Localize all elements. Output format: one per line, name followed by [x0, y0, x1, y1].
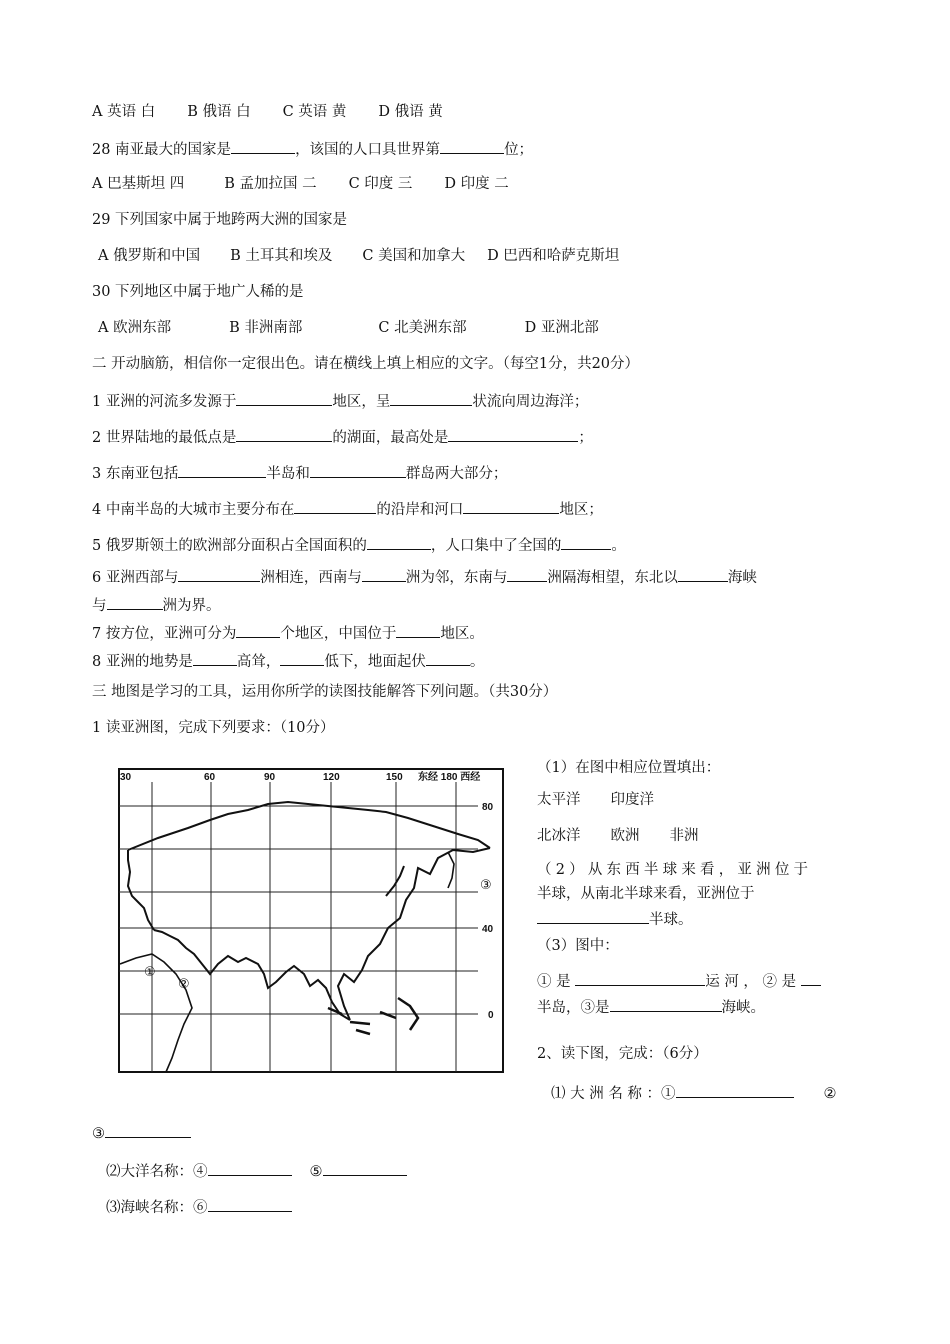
q29-option-c: C 美国和加拿大: [362, 248, 466, 264]
blank[interactable]: [280, 650, 324, 666]
blank[interactable]: [367, 534, 431, 550]
lon-label-60: 60: [204, 772, 216, 783]
label-arctic: 北冰洋: [537, 828, 581, 844]
fill-text: 海峡: [727, 570, 757, 586]
q30-question: 30 下列地区中属于地广人稀的是: [92, 284, 304, 300]
fill-text: 7 按方位，亚洲可分为: [92, 626, 237, 642]
q27-options: [92, 102, 443, 122]
fill-q4: [92, 498, 603, 520]
fill-text: 的湖面，最高处是: [332, 430, 449, 446]
map-marker-3: ③: [480, 878, 492, 893]
fill-text: 4 中南半岛的大城市主要分布在: [92, 502, 295, 518]
q28-options: [92, 174, 509, 194]
blank[interactable]: [178, 462, 266, 478]
blank[interactable]: [678, 566, 728, 582]
lon-label-30: 30: [120, 772, 132, 783]
fill-text: ；: [578, 430, 593, 446]
map-task-3-line2: [537, 996, 765, 1018]
section-3-heading: 三 地图是学习的工具，运用你所学的读图技能解答下列问题。（共30分）: [92, 684, 558, 700]
blank[interactable]: [107, 594, 163, 610]
blank[interactable]: [294, 498, 376, 514]
lon-label-120: 120: [323, 772, 340, 783]
label-indian-ocean: 印度洋: [610, 792, 654, 808]
q27-option-b: B 俄语 白: [187, 104, 251, 120]
q27-option-a: A 英语 白: [92, 104, 156, 120]
q28-text-2: ，该国的人口具世界第: [295, 142, 441, 158]
map-task-2-end: [537, 908, 693, 930]
lat-label-0: 0: [488, 1010, 494, 1021]
blank[interactable]: [193, 650, 237, 666]
map-task-2: （2）从东西半球来看，亚洲位于: [537, 862, 813, 878]
q28-text-3: 位；: [504, 142, 534, 158]
q29-option-b: B 土耳其和埃及: [230, 248, 333, 264]
label-europe: 欧洲: [610, 828, 640, 844]
fill-text: 半岛和: [266, 466, 310, 482]
fill-text: ②: [823, 1086, 837, 1102]
fill-text: ，人口集中了全国的: [430, 538, 562, 554]
blank[interactable]: [801, 970, 821, 986]
fill-text: 。: [469, 654, 485, 670]
fill-q2: [92, 426, 593, 448]
q28-option-c: C 印度 三: [348, 176, 413, 192]
q30-option-a: A 欧洲东部: [98, 320, 172, 336]
fill-text: 1 亚洲的河流多发源于: [92, 394, 237, 410]
blank[interactable]: [537, 908, 649, 924]
fill-q8: [92, 650, 484, 672]
q28-question: [92, 138, 533, 160]
continent-names: [551, 1082, 837, 1104]
fill-q6-continued: [92, 594, 221, 616]
fill-q7: [92, 622, 484, 644]
map-marker-2: ②: [178, 977, 190, 992]
fill-text: 8 亚洲的地势是: [92, 654, 193, 670]
fill-text: 状流向周边海洋；: [472, 394, 589, 410]
q28-option-d: D 印度 二: [444, 176, 509, 192]
fill-text: 洲为邻，东南与: [405, 570, 508, 586]
q28-text-1: 28 南亚最大的国家是: [92, 142, 232, 158]
q30-option-b: B 非洲南部: [229, 320, 303, 336]
fill-text: 洲相连，西南与: [260, 570, 362, 586]
q30-options: [98, 318, 599, 338]
blank[interactable]: [448, 426, 578, 442]
fill-text: 群岛两大部分；: [405, 466, 508, 482]
blank[interactable]: [208, 1160, 292, 1176]
fill-text: 半球。: [649, 912, 693, 928]
fill-text: 洲为界。: [162, 598, 221, 614]
blank[interactable]: [440, 138, 504, 154]
map-task-3-line1: [537, 970, 821, 992]
fill-q1: [92, 390, 588, 412]
q27-option-c: C 英语 黄: [282, 104, 347, 120]
fill-text: 与: [92, 598, 107, 614]
asia-map: [118, 768, 504, 1073]
q27-option-d: D 俄语 黄: [378, 104, 443, 120]
fill-text: 海峡。: [721, 1000, 765, 1016]
q29-options: [98, 246, 619, 266]
blank[interactable]: [310, 462, 406, 478]
fill-text: 高耸，: [236, 654, 281, 670]
blank[interactable]: [236, 426, 332, 442]
fill-text: ③: [92, 1126, 105, 1142]
q29-option-d: D 巴西和哈萨克斯坦: [487, 248, 620, 264]
fill-text: 5 俄罗斯领土的欧洲部分面积占全国面积的: [92, 538, 367, 554]
blank[interactable]: [507, 566, 547, 582]
blank[interactable]: [463, 498, 559, 514]
map-task-2-cont: 半球，从南北半球来看，亚洲位于: [537, 886, 755, 902]
lon-label-180: 东经 180 西经: [418, 772, 481, 783]
fill-q5: [92, 534, 626, 556]
blank[interactable]: [426, 650, 470, 666]
blank[interactable]: [231, 138, 295, 154]
blank[interactable]: [208, 1196, 292, 1212]
fill-text: 运 河 ， ② 是: [705, 974, 797, 990]
blank[interactable]: [236, 390, 332, 406]
map-task-1-labels-b: [537, 826, 699, 846]
blank[interactable]: [362, 566, 406, 582]
map-marker-1: ①: [144, 965, 156, 980]
fill-q3: [92, 462, 507, 484]
fill-text: 2 世界陆地的最低点是: [92, 430, 237, 446]
fill-text: 的沿岸和河口: [376, 502, 464, 518]
fill-text: 地区。: [440, 626, 484, 642]
blank[interactable]: [610, 996, 722, 1012]
blank[interactable]: [676, 1082, 794, 1098]
fill-text: 地区，呈: [332, 394, 391, 410]
blank[interactable]: [561, 534, 611, 550]
q30-option-c: C 北美洲东部: [378, 320, 467, 336]
fill-text: ① 是: [537, 974, 571, 990]
map-task-1-labels-a: [537, 790, 654, 810]
blank[interactable]: [105, 1122, 191, 1138]
label-africa: 非洲: [669, 828, 699, 844]
continent-3: [92, 1122, 191, 1144]
q30-option-d: D 亚洲北部: [524, 320, 599, 336]
q29-question: 29 下列国家中属于地跨两大洲的国家是: [92, 212, 348, 228]
blank[interactable]: [236, 622, 280, 638]
fill-q6: [92, 566, 757, 588]
blank[interactable]: [396, 622, 440, 638]
fill-text: 6 亚洲西部与: [92, 570, 179, 586]
fill-text: 。: [611, 538, 626, 554]
strait-names: [106, 1196, 292, 1218]
fill-text: 洲隔海相望，东北以: [547, 570, 678, 586]
fill-text: 低下，地面起伏: [324, 654, 426, 670]
ocean-names: [106, 1160, 407, 1182]
lon-label-150: 150: [386, 772, 403, 783]
lat-label-80: 80: [482, 802, 494, 813]
blank[interactable]: [178, 566, 260, 582]
q28-option-a: A 巴基斯坦 四: [92, 176, 185, 192]
q28-option-b: B 孟加拉国 二: [224, 176, 317, 192]
lon-label-90: 90: [264, 772, 276, 783]
lat-label-40: 40: [482, 924, 494, 935]
section-2-heading: 二 开动脑筋，相信你一定很出色。请在横线上填上相应的文字。（每空1分，共20分）: [92, 356, 640, 372]
blank[interactable]: [575, 970, 705, 986]
blank[interactable]: [323, 1160, 407, 1176]
map-task-3: （3）图中：: [537, 938, 619, 954]
fill-text: 地区；: [559, 502, 603, 518]
fill-text: 半岛，③是: [537, 1000, 610, 1016]
fill-text: ⑴ 大 洲 名 称 ：①: [551, 1086, 676, 1102]
q29-option-a: A 俄罗斯和中国: [98, 248, 201, 264]
map-question-1: 1 读亚洲图，完成下列要求：（10分）: [92, 720, 335, 736]
map-question-2: 2、读下图，完成：（6分）: [537, 1046, 708, 1062]
fill-text: ⑶海峡名称：⑥: [106, 1200, 208, 1216]
blank[interactable]: [390, 390, 472, 406]
fill-text: 个地区，中国位于: [280, 626, 397, 642]
map-frame: [119, 769, 503, 1072]
fill-text: ⑵大洋名称：④: [106, 1164, 208, 1180]
fill-text: 3 东南亚包括: [92, 466, 179, 482]
map-task-1: （1）在图中相应位置填出：: [537, 760, 721, 776]
fill-text: ⑤: [309, 1164, 323, 1180]
label-pacific: 太平洋: [537, 792, 581, 808]
